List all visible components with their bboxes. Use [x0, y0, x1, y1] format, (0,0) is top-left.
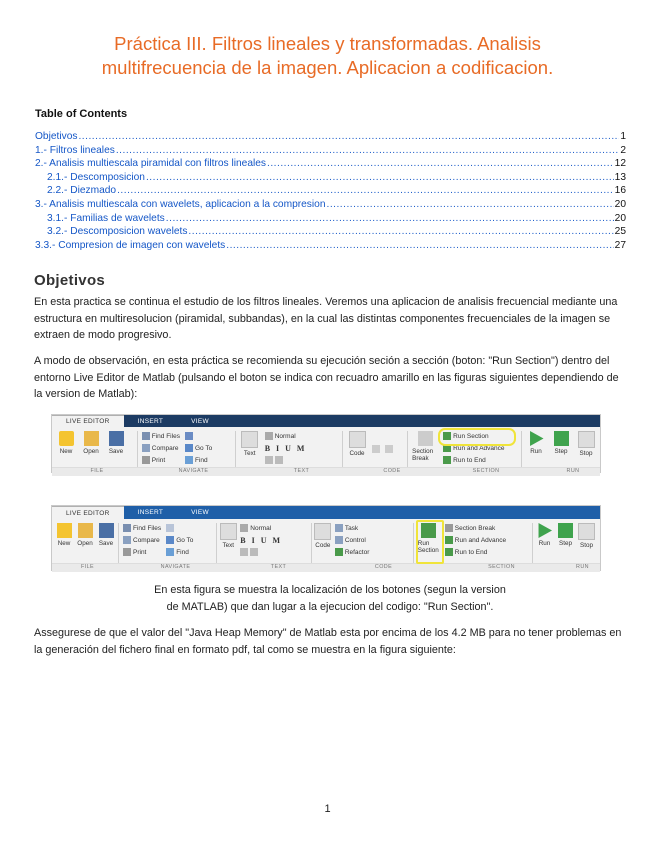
toc-entry-page: 2 [620, 144, 626, 156]
section-break-icon [418, 431, 433, 446]
stop-button[interactable]: Stop [576, 431, 596, 457]
step-icon [558, 523, 573, 538]
run-section-highlight [416, 520, 444, 564]
toc-entry-page: 20 [614, 198, 626, 210]
toc-entry-label[interactable]: 3.- Analisis multiescala con wavelets, aplicacion a la compresion [35, 198, 326, 210]
toc-entry[interactable] [35, 226, 626, 240]
toc-entry-page: 25 [614, 226, 626, 238]
title-line-1: Práctica III. Filtros lineales y transformadas. Analisis [114, 33, 541, 54]
text-icon [241, 431, 258, 448]
toc-leader-dots [117, 185, 614, 196]
toc-entry-label[interactable]: 3.1.- Familias de wavelets [47, 212, 165, 224]
toc-leader-dots [267, 158, 614, 169]
group-code [312, 523, 414, 563]
style-icon [240, 524, 248, 532]
run-advance-button[interactable]: Run and Advance [443, 443, 504, 453]
toc-entry-label[interactable]: 2.2.- Diezmado [47, 185, 117, 197]
format-buttons[interactable]: B I U M [240, 535, 283, 545]
run-section-button[interactable]: Run Section [418, 523, 440, 554]
go-to-icon [185, 444, 193, 452]
group-labels: FILE NAVIGATE TEXT CODE SECTION RUN [52, 467, 600, 476]
folder-icon [84, 431, 99, 446]
run-section-highlight [438, 428, 516, 446]
toolbar-tabs [52, 415, 600, 427]
section-break-icon [445, 524, 453, 532]
task-button[interactable]: Task [335, 523, 370, 533]
toc-leader-dots [188, 226, 613, 237]
section-break-button[interactable]: Section Break [445, 523, 506, 533]
compare-icon [123, 536, 131, 544]
toc-entry-label[interactable]: 1.- Filtros lineales [35, 144, 115, 156]
comment-buttons[interactable] [166, 523, 193, 533]
group-file [52, 431, 138, 467]
list-icon [240, 548, 248, 556]
compare-button[interactable]: Compare [142, 443, 180, 453]
toc-entry-page: 1 [620, 131, 626, 142]
comment-buttons[interactable] [185, 431, 212, 441]
toc-leader-dots [226, 240, 613, 251]
refactor-icon [335, 548, 343, 556]
section-break-button[interactable]: Section Break [412, 431, 438, 462]
tab-view[interactable]: VIEW [191, 417, 209, 425]
text-button[interactable]: Text [221, 523, 235, 549]
find-icon [185, 456, 193, 464]
align-icon [275, 456, 283, 464]
toolbar-tabs [52, 506, 600, 519]
toc-entry-label[interactable]: 2.1.- Descomposicion [47, 171, 145, 183]
find-files-button[interactable]: Find Files [142, 431, 180, 441]
step-button[interactable]: Step [551, 431, 571, 455]
page-number: 1 [324, 803, 331, 815]
find-icon [166, 548, 174, 556]
toc-entry-label[interactable]: 2.- Analisis multiescala piramidal con filtros lineales [35, 158, 267, 170]
caption-line-2: de MATLAB) que dan lugar a la ejecucion del codigo: "Run Section". [166, 600, 494, 613]
compare-icon [142, 444, 150, 452]
run-advance-icon [445, 536, 453, 544]
text-button[interactable]: Text [240, 431, 260, 457]
toc-entry-page: 16 [614, 185, 626, 197]
find-files-icon [142, 432, 150, 440]
code-button[interactable]: Code [316, 523, 330, 549]
run-end-icon [443, 456, 451, 464]
print-button[interactable]: Print [142, 455, 180, 465]
paragraph-run-section: A modo de observación, en esta práctica se recomienda su ejecución seción a sección (boton: "Run Section") dentro del entorno Live Editor de Matlab (pulsando el boton se indica con recuadro amarillo en las figuras siguientes dependiendo de la version de Matlab): [34, 355, 619, 400]
run-section-button[interactable]: Run Section [443, 431, 504, 441]
code-option-icon[interactable] [372, 445, 380, 453]
run-button[interactable]: Run [537, 523, 553, 547]
group-code [343, 431, 408, 467]
arrow-icon [166, 524, 174, 532]
save-button[interactable]: Save [106, 431, 126, 455]
save-button[interactable]: Save [98, 523, 114, 547]
toc-leader-dots [78, 131, 619, 142]
task-icon [335, 524, 343, 532]
toc-heading: Table of Contents [35, 108, 128, 120]
matlab-toolbar-new [51, 505, 601, 571]
figure-caption [34, 582, 626, 615]
step-icon [554, 431, 569, 446]
find-files-button[interactable]: Find Files [123, 523, 161, 533]
print-icon [142, 456, 150, 464]
toc-entry-label[interactable]: 3.2.- Descomposicion wavelets [47, 226, 188, 238]
open-button[interactable]: Open [81, 431, 101, 455]
toc-entry[interactable] [35, 158, 626, 172]
format-buttons[interactable]: B I U M [264, 443, 307, 453]
tab-insert[interactable]: INSERT [137, 509, 164, 516]
stop-icon [578, 523, 595, 540]
toc-entry[interactable] [35, 131, 626, 145]
toc-leader-dots [116, 145, 619, 156]
normal-style-select[interactable]: Normal [240, 523, 282, 533]
stop-icon [578, 431, 595, 448]
code-icon [349, 431, 366, 448]
table-of-contents [35, 131, 626, 253]
list-align-buttons[interactable] [265, 455, 307, 465]
title-line-2: multifrecuencia de la imagen. Aplicacion a codificacion. [101, 57, 554, 78]
go-to-button[interactable]: Go To [185, 443, 212, 453]
document-title [40, 32, 615, 80]
new-button[interactable]: New [56, 431, 76, 455]
find-files-icon [123, 524, 131, 532]
print-icon [123, 548, 131, 556]
toc-entry-page: 20 [614, 212, 626, 224]
style-icon [265, 432, 273, 440]
group-navigate [138, 431, 236, 467]
group-labels: FILE NAVIGATE TEXT CODE SECTION RUN [52, 563, 600, 572]
open-button[interactable]: Open [77, 523, 93, 547]
toc-entry-page: 12 [614, 158, 626, 170]
group-file [52, 523, 119, 563]
print-button[interactable]: Print [123, 547, 161, 557]
code-button[interactable]: Code [347, 431, 367, 457]
tab-live-editor[interactable]: LIVE EDITOR [52, 506, 124, 519]
run-end-icon [445, 548, 453, 556]
align-icon [250, 548, 258, 556]
text-icon [220, 523, 237, 540]
toc-entry-label[interactable]: Objetivos [35, 131, 78, 142]
play-icon [529, 431, 544, 446]
group-text [217, 523, 312, 563]
toc-entry[interactable] [35, 145, 626, 159]
code-icon [314, 523, 331, 540]
code-option-2-icon[interactable] [385, 445, 393, 453]
group-section [408, 431, 522, 467]
save-icon [109, 431, 124, 446]
tab-insert[interactable]: INSERT [137, 417, 164, 425]
paragraph-intro: En esta practica se continua el estudio de los filtros lineales. Veremos una aplicacion de analisis frecuencial mediante una estructura en multiresolucion (piramidal, subbandas), en la cual las distintas componentes frecuenciales de la imagen se extraen de modo progresivo. [34, 296, 618, 341]
group-section [414, 523, 533, 563]
caption-line-1: En esta figura se muestra la localización de los botones (segun la version [154, 584, 506, 596]
group-text [236, 431, 343, 467]
stop-button[interactable]: Stop [579, 523, 595, 549]
matlab-toolbar-old [51, 414, 601, 473]
run-end-button[interactable]: Run to End [443, 455, 504, 465]
step-button[interactable]: Step [558, 523, 574, 547]
save-icon [99, 523, 114, 538]
tab-live-editor[interactable]: LIVE EDITOR [52, 415, 124, 427]
toc-entry[interactable] [35, 199, 626, 213]
compare-button[interactable]: Compare [123, 535, 161, 545]
toc-entry[interactable] [35, 172, 626, 186]
toc-leader-dots [326, 199, 613, 210]
group-run [533, 523, 601, 563]
list-icon [265, 456, 273, 464]
toc-leader-dots [146, 172, 614, 183]
group-navigate [119, 523, 217, 563]
find-button[interactable]: Find [166, 547, 193, 557]
folder-icon [78, 523, 93, 538]
toc-entry[interactable] [35, 213, 626, 227]
arrow-icon [185, 432, 193, 440]
section-heading-objetivos: Objetivos [34, 272, 106, 289]
new-button[interactable]: New [56, 523, 72, 547]
find-button[interactable]: Find [185, 455, 212, 465]
run-end-button[interactable]: Run to End [445, 547, 506, 557]
tab-view[interactable]: VIEW [191, 509, 209, 516]
toc-entry[interactable] [35, 185, 626, 199]
run-button[interactable]: Run [526, 431, 546, 455]
run-advance-button[interactable]: Run and Advance [445, 535, 506, 545]
control-button[interactable]: Control [335, 535, 370, 545]
go-to-icon [166, 536, 174, 544]
refactor-button[interactable]: Refactor [335, 547, 370, 557]
list-align-buttons[interactable] [240, 547, 282, 557]
paragraph-java-heap: Assegurese de que el valor del "Java Heap Memory" de Matlab esta por encima de los 4.2 MB para no tener problemas en la generación del fichero final en formato pdf, tal como se muestra en la figura siguiente: [34, 627, 622, 656]
new-file-icon [57, 523, 72, 538]
toc-entry[interactable] [35, 240, 626, 254]
normal-style-select[interactable]: Normal [265, 431, 307, 441]
control-icon [335, 536, 343, 544]
play-icon [537, 523, 552, 538]
toc-entry-label[interactable]: 3.3.- Compresion de imagen con wavelets [35, 239, 226, 251]
go-to-button[interactable]: Go To [166, 535, 193, 545]
toc-entry-page: 27 [614, 239, 626, 251]
toc-entry-page: 13 [614, 171, 626, 183]
new-file-icon [59, 431, 74, 446]
toc-leader-dots [166, 213, 614, 224]
group-run [522, 431, 600, 467]
